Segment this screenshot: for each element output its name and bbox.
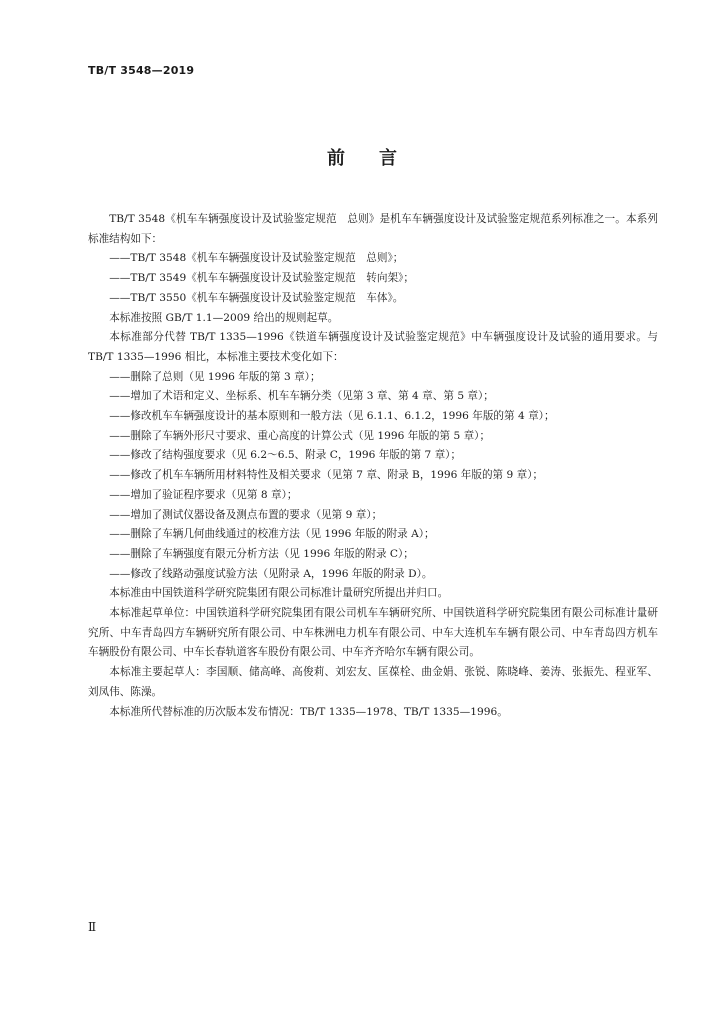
replacement-paragraph: 本标准部分代替 TB/T 1335—1996《铁道车辆强度设计及试验鉴定规范》中车辆强度设计及试验的通用要求。与 TB/T 1335—1996 相比，本标准主要技术变化如下： <box>88 331 662 363</box>
change-item: ——删除了车辆几何曲线通过的校准方法（见 1996 年版的附录 A）； <box>109 528 435 541</box>
standard-code: TB/T 3548—2019 <box>88 64 195 77</box>
change-item: ——修改了机车车辆所用材料特性及相关要求（见第 7 章、附录 B，1996 年版的第 9 章）； <box>109 469 544 482</box>
change-item: ——增加了验证程序要求（见第 8 章）； <box>109 488 298 501</box>
change-item: ——修改了结构强度要求（见 6.2～6.5、附录 C，1996 年版的第 7 章）； <box>109 449 462 462</box>
page-title: 前言 <box>327 148 431 169</box>
change-item: ——删除了总则（见 1996 年版的第 3 章）； <box>109 370 321 383</box>
change-item: ——修改了线路动强度试验方法（见附录 A，1996 年版的附录 D）。 <box>109 567 433 580</box>
change-item: ——修改机车车辆强度设计的基本原则和一般方法（见 6.1.1、6.1.2，1996 年版的第 4 章）； <box>109 410 555 423</box>
proposed-by-paragraph: 本标准由中国铁道科学研究院集团有限公司标准计量研究所提出并归口。 <box>109 587 449 600</box>
drafting-units-paragraph: 本标准起草单位：中国铁道科学研究院集团有限公司机车车辆研究所、中国铁道科学研究院集团有限公司标准计量研究所、中车青岛四方车辆研究所有限公司、中车株洲电力机车有限公司、中车大连机车车辆有限公司、中车青岛四方机车车辆股份有限公司、中车长春轨道客车股份有限公司、中车齐齐哈尔车辆有限公司。 <box>88 607 658 659</box>
series-item: ——TB/T 3548《机车车辆强度设计及试验鉴定规范 总则》； <box>109 252 404 265</box>
change-item: ——删除了车辆强度有限元分析方法（见 1996 年版的附录 C）； <box>109 547 414 560</box>
drafters-paragraph: 本标准主要起草人：李国顺、储高峰、高俊莉、刘宏友、匡葆栓、曲金娟、张锐、陈晓峰、姜涛、张振先、程亚军、刘凤伟、陈澡。 <box>88 666 658 698</box>
intro-paragraph: TB/T 3548《机车车辆强度设计及试验鉴定规范 总则》是机车车辆强度设计及试验鉴定规范系列标准之一。本系列标准结构如下： <box>88 213 658 245</box>
series-item: ——TB/T 3550《机车车辆强度设计及试验鉴定规范 车体》。 <box>109 291 404 304</box>
change-item: ——增加了术语和定义、坐标系、机车车辆分类（见第 3 章、第 4 章、第 5 章）； <box>109 390 494 403</box>
change-item: ——删除了车辆外形尺寸要求、重心高度的计算公式（见 1996 年版的第 5 章）； <box>109 429 491 442</box>
series-item: ——TB/T 3549《机车车辆强度设计及试验鉴定规范 转向架》； <box>109 272 414 285</box>
drafting-rule-paragraph: 本标准按照 GB/T 1.1—2009 给出的规则起草。 <box>109 311 339 324</box>
page-number: Ⅱ <box>88 920 97 934</box>
history-paragraph: 本标准所代替标准的历次版本发布情况：TB/T 1335—1978、TB/T 1335—1996。 <box>109 705 508 718</box>
change-item: ——增加了测试仪器设备及测点布置的要求（见第 9 章）； <box>109 508 383 521</box>
foreword-body <box>88 210 662 722</box>
